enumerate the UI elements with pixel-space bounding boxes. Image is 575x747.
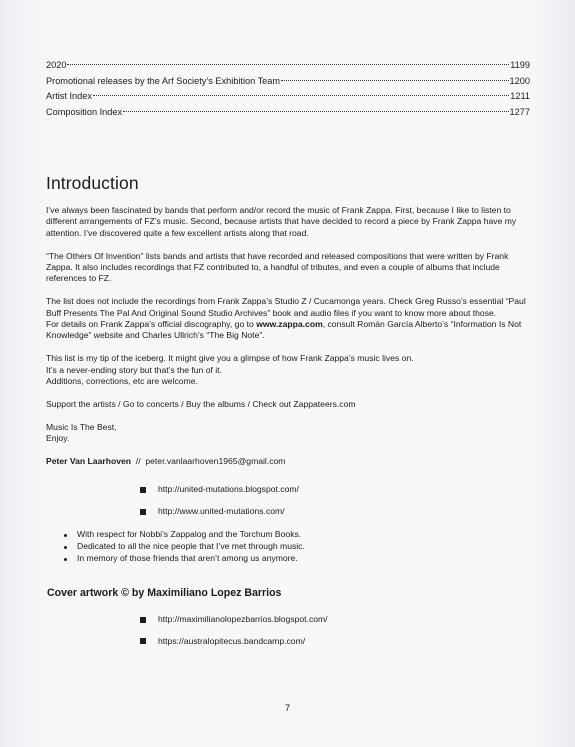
link-item xyxy=(140,479,536,501)
paragraph xyxy=(46,353,536,387)
bandcamp-link[interactable]: https://australopitecus.bandcamp.com/ xyxy=(158,635,306,646)
toc-page-number: 1211 xyxy=(510,91,530,102)
toc-label: Composition Index xyxy=(46,107,123,118)
page-number: 7 xyxy=(284,703,291,714)
toc-leader-dots xyxy=(67,64,509,65)
square-bullet-icon xyxy=(140,487,146,493)
toc-page-number: 1199 xyxy=(510,60,530,70)
list-item: Dedicated to all the nice people that I’ve met through music. xyxy=(64,541,536,553)
zappa-link[interactable]: www.zappa.com xyxy=(256,319,323,330)
toc-entry[interactable] xyxy=(46,58,530,74)
toc-leader-dots xyxy=(123,111,508,112)
author-name: Peter Van Laarhoven xyxy=(46,455,132,466)
toc-label: Artist Index xyxy=(46,91,92,102)
link-item xyxy=(140,501,536,523)
paragraph: Support the artists / Go to concerts / Buy the albums / Check out Zappateers.com xyxy=(46,398,356,409)
paragraph-text: It’s a never-ending story but that’s the fun of it. xyxy=(46,364,222,375)
paragraph-text: , consult Román García Alberto’s “Information Is Not Knowledge” website and Charles Ullrich’s “The Big Note”. xyxy=(46,319,522,341)
toc-entry[interactable] xyxy=(46,89,530,105)
paragraph-text: The list does not include the recordings from Frank Zappa’s Studio Z / Cucamonga years. Check Greg Russo’s essential “Paul Buff Presents The Pal And Original Sound Studio Archives” book and audio files if you want to know more about those. xyxy=(46,296,526,318)
author-email[interactable]: peter.vanlaarhoven1965@gmail.com xyxy=(145,455,286,466)
paragraph xyxy=(46,296,536,342)
toc-page-number: 1200 xyxy=(509,75,530,86)
paragraph xyxy=(46,422,536,445)
dedication-list xyxy=(64,529,536,565)
toc-entry[interactable] xyxy=(46,105,530,121)
paragraph: I’ve always been fascinated by bands that perform and/or record the music of Frank Zappa. First, because I like to listen to different arrangements of FZ’s music. Second, because artists that have decided to record a piece by Frank Zappa have my attention. I’ve discovered quite a few excellent artists along that road. xyxy=(46,205,517,238)
sign-off: Music Is The Best, xyxy=(46,421,117,432)
blog-link[interactable]: http://united-mutations.blogspot.com/ xyxy=(158,484,299,495)
cover-artwork-heading: Cover artwork © by Maximiliano Lopez Barrios xyxy=(47,587,282,599)
toc-leader-dots xyxy=(93,95,509,96)
square-bullet-icon xyxy=(140,509,146,515)
toc-label: 2020 xyxy=(46,60,67,70)
paragraph-text: For details on Frank Zappa’s official discography, go to xyxy=(46,319,257,330)
paragraph-text: Additions, corrections, etc are welcome. xyxy=(46,376,198,387)
link-item xyxy=(140,631,536,653)
toc-entry[interactable] xyxy=(46,74,530,90)
sign-off: Enjoy. xyxy=(46,433,70,444)
link-item xyxy=(140,609,536,631)
square-bullet-icon xyxy=(140,638,146,644)
table-of-contents xyxy=(46,58,530,121)
paragraph-text: This list is my tip of the iceberg. It might give you a glimpse of how Frank Zappa’s music lives on. xyxy=(46,353,414,364)
toc-label: Promotional releases by the Arf Society’s Exhibition Team xyxy=(46,75,281,86)
list-item: In memory of those friends that aren’t among us anymore. xyxy=(64,553,536,565)
author-separator: // xyxy=(131,455,146,466)
list-item: With respect for Nobbi’s Zappalog and the Torchum Books. xyxy=(64,529,536,541)
cover-links xyxy=(46,609,536,652)
square-bullet-icon xyxy=(140,617,146,623)
author-line xyxy=(46,456,536,467)
toc-leader-dots xyxy=(281,80,508,81)
website-link[interactable]: http://www.united-mutations.com/ xyxy=(158,505,285,516)
paragraph: “The Others Of Invention” lists bands and artists that have recorded and released compositions that were written by Frank Zappa. It also includes recordings that FZ contributed to, a handful of tributes, and even a couple of albums that include references to FZ. xyxy=(46,250,509,284)
introduction-body xyxy=(46,205,536,565)
introduction-heading: Introduction xyxy=(46,173,139,193)
toc-page-number: 1277 xyxy=(509,107,530,118)
artist-blog-link[interactable]: http://maximilianolopezbarrios.blogspot.com/ xyxy=(158,614,328,624)
